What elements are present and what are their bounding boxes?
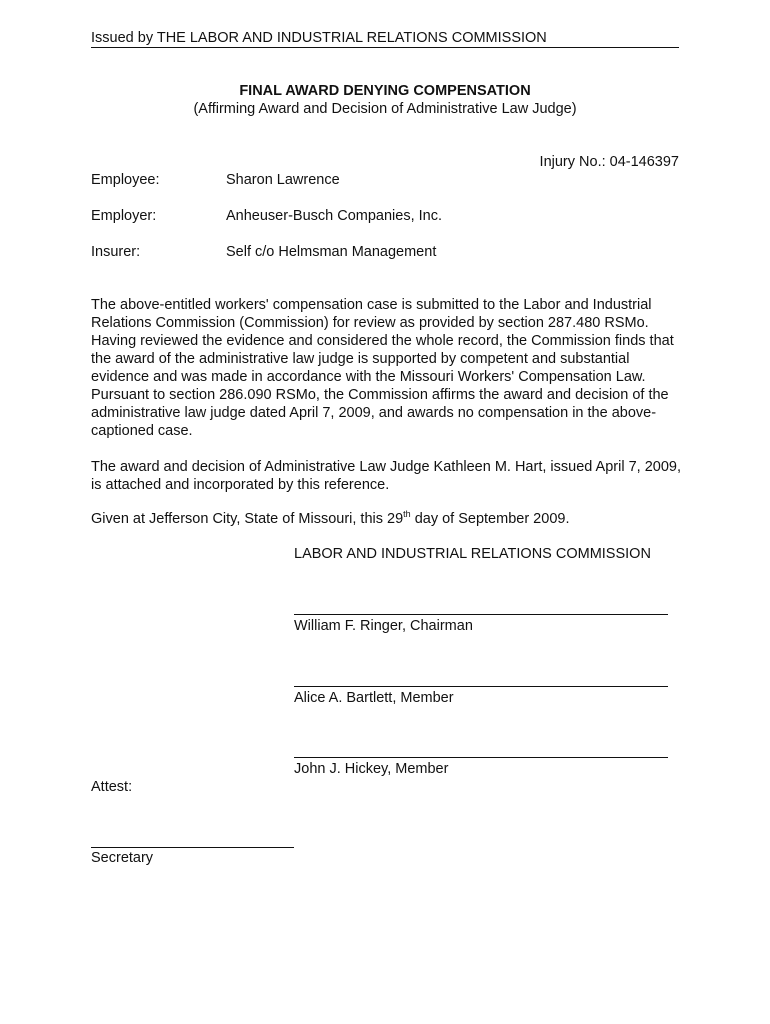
employee-label: Employee: [91, 172, 160, 188]
signature-line-chairman [294, 614, 668, 615]
commission-name: LABOR AND INDUSTRIAL RELATIONS COMMISSION [294, 546, 651, 562]
signature-chairman: William F. Ringer, Chairman [294, 618, 473, 634]
insurer-label: Insurer: [91, 244, 141, 260]
employer-value: Anheuser-Busch Companies, Inc. [226, 208, 442, 224]
signature-member-1: Alice A. Bartlett, Member [294, 690, 454, 706]
signature-line-secretary [91, 847, 294, 848]
employer-label: Employer: [91, 208, 157, 224]
signature-line-member-2 [294, 757, 668, 758]
signature-member-2: John J. Hickey, Member [294, 761, 449, 777]
injury-number: Injury No.: 04-146397 [539, 154, 679, 170]
given-statement [91, 511, 569, 527]
insurer-value: Self c/o Helmsman Management [226, 244, 437, 260]
signature-secretary: Secretary [91, 850, 154, 866]
document-title: FINAL AWARD DENYING COMPENSATION [239, 83, 531, 99]
given-text-after: day of September 2009. [410, 511, 570, 527]
given-text-before: Given at Jefferson City, State of Missouri, this 29 [91, 511, 404, 527]
document-subtitle: (Affirming Award and Decision of Administrative Law Judge) [193, 101, 577, 117]
given-superscript: th [403, 509, 411, 519]
body-paragraph-2: The award and decision of Administrative Law Judge Kathleen M. Hart, issued April 7, 2009, is attached and incorporated by this reference. [91, 459, 681, 493]
attest-label: Attest: [91, 779, 133, 795]
employee-value: Sharon Lawrence [226, 172, 340, 188]
signature-line-member-1 [294, 686, 668, 687]
body-paragraph-1: The above-entitled workers' compensation case is submitted to the Labor and Industrial Relations Commission (Commission) for review as provided by section 287.480 RSMo. Having reviewed the evidence and considered the whole record, the Commission finds that the award of the administrative law judge is supported by competent and substantial evidence and was made in accordance with the Missouri Workers' Compensation Law. Pursuant to section 286.090 RSMo, the Commission affirms the award and decision of the administrative law judge dated April 7, 2009, and awards no compensation in the above-captioned case. [91, 297, 674, 439]
issued-by-header: Issued by THE LABOR AND INDUSTRIAL RELATIONS COMMISSION [91, 30, 679, 48]
